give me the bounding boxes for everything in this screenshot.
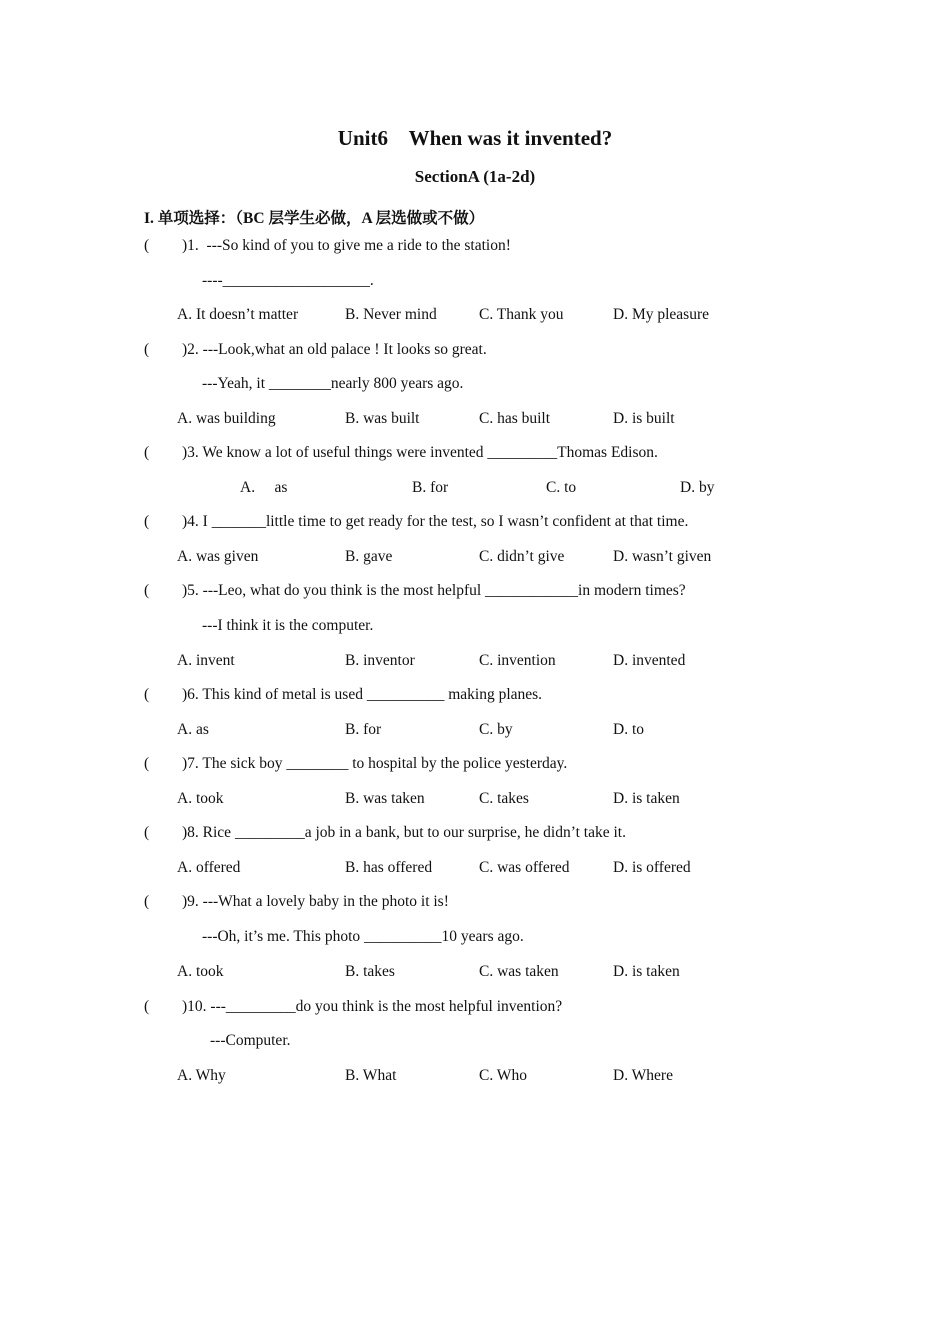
- option-a[interactable]: A. as: [240, 479, 288, 496]
- answer-blank-paren[interactable]: (: [144, 582, 150, 599]
- option-b[interactable]: B. Never mind: [345, 306, 437, 323]
- option-a[interactable]: A. invent: [177, 652, 235, 669]
- question-reply: ---Yeah, it ________nearly 800 years ago.: [202, 375, 464, 392]
- answer-blank-paren[interactable]: (: [144, 824, 150, 841]
- option-d[interactable]: D. by: [680, 479, 715, 496]
- question-stem: )3. We know a lot of useful things were invented _________Thomas Edison.: [182, 444, 658, 461]
- question-reply: ---Oh, it’s me. This photo __________10 years ago.: [202, 928, 524, 945]
- option-b[interactable]: B. was taken: [345, 790, 425, 807]
- question-reply: ----___________________.: [202, 272, 374, 289]
- option-c[interactable]: C. invention: [479, 652, 556, 669]
- option-d[interactable]: D. My pleasure: [613, 306, 709, 323]
- option-d[interactable]: D. is built: [613, 410, 675, 427]
- option-c[interactable]: C. didn’t give: [479, 548, 565, 565]
- question-stem: )8. Rice _________a job in a bank, but to our surprise, he didn’t take it.: [182, 824, 626, 841]
- option-d[interactable]: D. invented: [613, 652, 686, 669]
- section-heading: I. 单项选择：（BC 层学生必做，A 层选做或不做）: [144, 210, 485, 227]
- question-stem: )6. This kind of metal is used __________ making planes.: [182, 686, 543, 703]
- page-title: Unit6 When was it invented?: [337, 126, 613, 150]
- option-c[interactable]: C. Thank you: [479, 306, 564, 323]
- option-d[interactable]: D. is taken: [613, 790, 680, 807]
- option-a[interactable]: A. as: [177, 721, 209, 738]
- question-reply: ---I think it is the computer.: [202, 617, 374, 634]
- option-a[interactable]: A. took: [177, 790, 224, 807]
- option-c[interactable]: C. to: [546, 479, 577, 496]
- option-b[interactable]: B. inventor: [345, 652, 415, 669]
- option-b[interactable]: B. What: [345, 1067, 397, 1084]
- question-stem: )4. I _______little time to get ready for the test, so I wasn’t confident at that time.: [182, 513, 689, 530]
- option-a[interactable]: A. offered: [177, 859, 241, 876]
- option-b[interactable]: B. for: [345, 721, 382, 738]
- option-c[interactable]: C. takes: [479, 790, 529, 807]
- answer-blank-paren[interactable]: (: [144, 513, 150, 530]
- question-stem: )2. ---Look,what an old palace ! It looks so great.: [182, 341, 487, 358]
- option-b[interactable]: B. takes: [345, 963, 395, 980]
- option-c[interactable]: C. was offered: [479, 859, 570, 876]
- option-b[interactable]: B. for: [412, 479, 449, 496]
- option-b[interactable]: B. was built: [345, 410, 420, 427]
- answer-blank-paren[interactable]: (: [144, 686, 150, 703]
- answer-blank-paren[interactable]: (: [144, 755, 150, 772]
- question-stem: )1. ---So kind of you to give me a ride to the station!: [182, 237, 511, 254]
- section-subtitle: SectionA (1a-2d): [414, 167, 536, 186]
- question-reply: ---Computer.: [210, 1032, 291, 1049]
- question-stem: )7. The sick boy ________ to hospital by the police yesterday.: [182, 755, 568, 772]
- answer-blank-paren[interactable]: (: [144, 237, 150, 254]
- option-b[interactable]: B. has offered: [345, 859, 433, 876]
- question-stem: )9. ---What a lovely baby in the photo it is!: [182, 893, 449, 910]
- option-c[interactable]: C. Who: [479, 1067, 527, 1084]
- option-b[interactable]: B. gave: [345, 548, 393, 565]
- answer-blank-paren[interactable]: (: [144, 893, 150, 910]
- option-d[interactable]: D. is offered: [613, 859, 691, 876]
- question-stem: )5. ---Leo, what do you think is the most helpful ____________in modern times?: [182, 582, 686, 599]
- option-c[interactable]: C. has built: [479, 410, 551, 427]
- answer-blank-paren[interactable]: (: [144, 444, 150, 461]
- option-d[interactable]: D. is taken: [613, 963, 680, 980]
- option-d[interactable]: D. wasn’t given: [613, 548, 712, 565]
- option-d[interactable]: D. Where: [613, 1067, 673, 1084]
- option-a[interactable]: A. was building: [177, 410, 276, 427]
- option-a[interactable]: A. It doesn’t matter: [177, 306, 299, 323]
- option-a[interactable]: A. took: [177, 963, 224, 980]
- option-a[interactable]: A. was given: [177, 548, 259, 565]
- answer-blank-paren[interactable]: (: [144, 998, 150, 1015]
- answer-blank-paren[interactable]: (: [144, 341, 150, 358]
- question-stem: )10. ---_________do you think is the most helpful invention?: [182, 998, 563, 1015]
- option-c[interactable]: C. by: [479, 721, 513, 738]
- option-a[interactable]: A. Why: [177, 1067, 226, 1084]
- option-c[interactable]: C. was taken: [479, 963, 559, 980]
- option-d[interactable]: D. to: [613, 721, 644, 738]
